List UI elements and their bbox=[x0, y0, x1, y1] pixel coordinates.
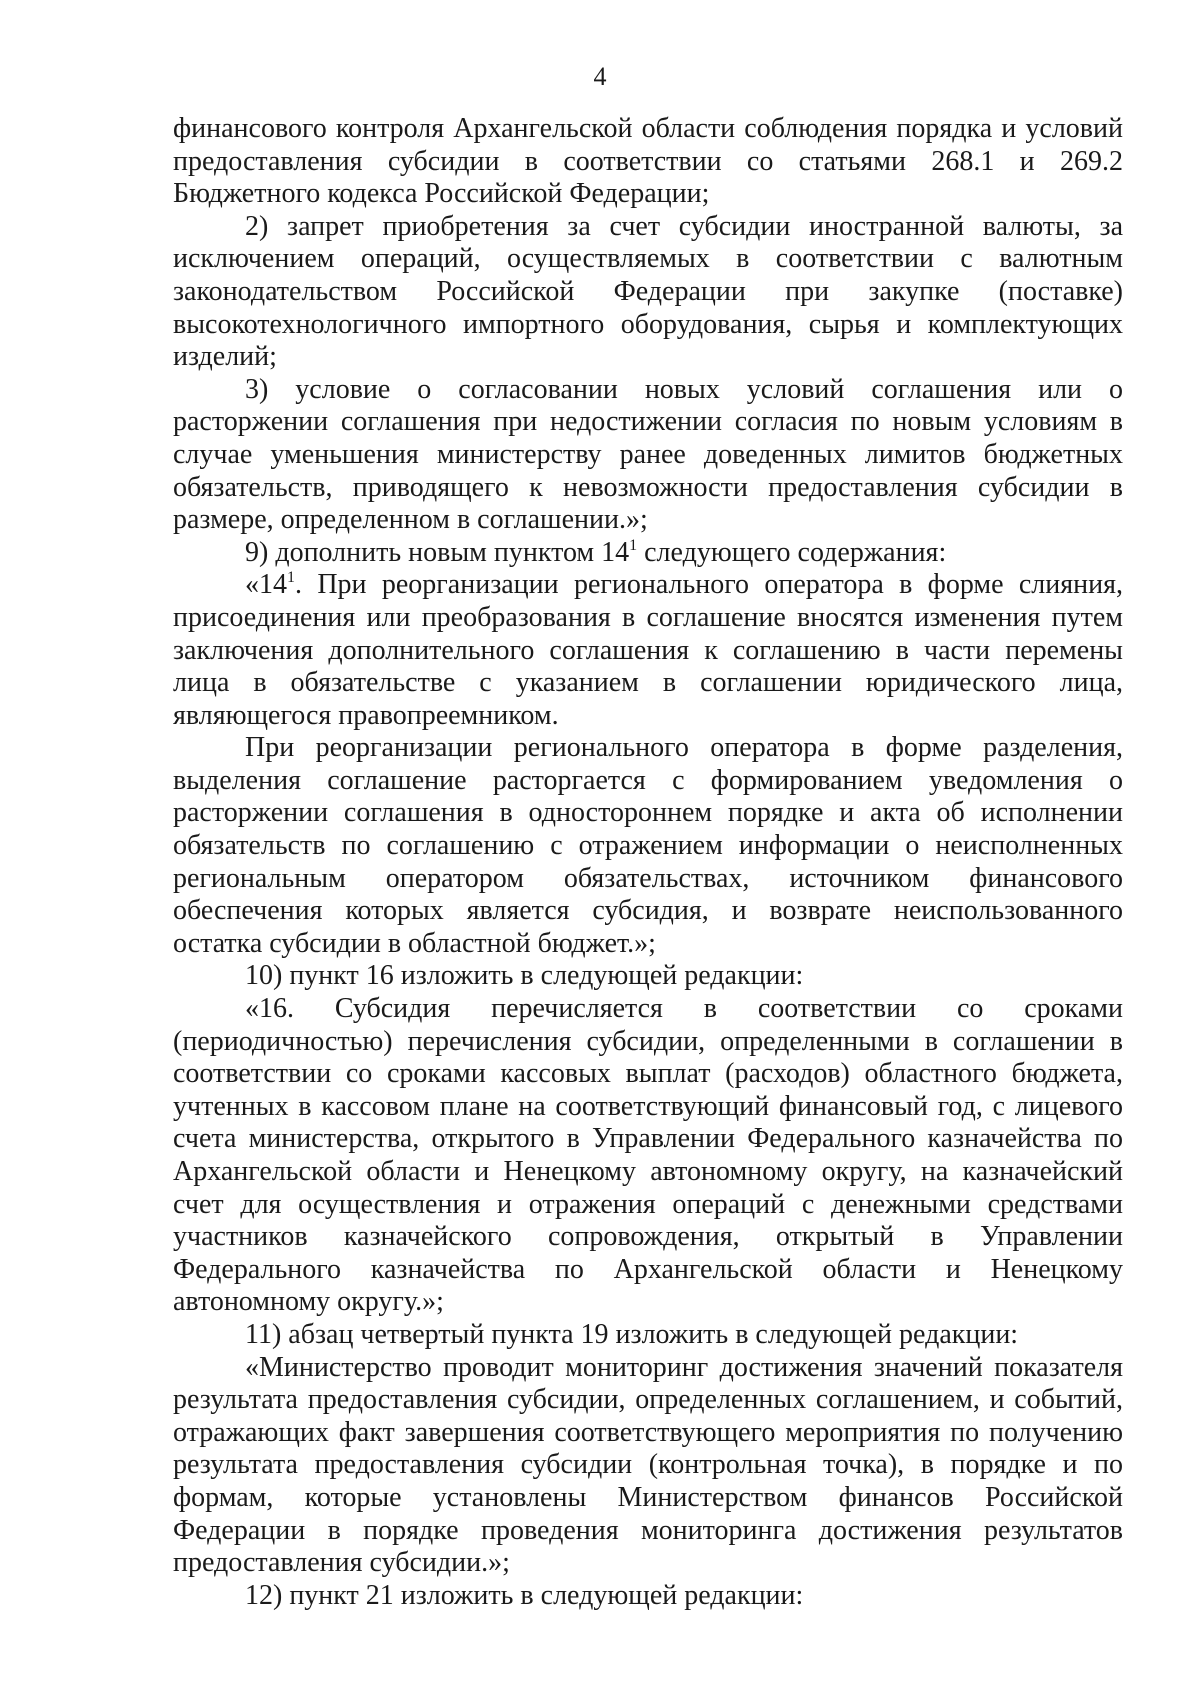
page-number: 4 bbox=[593, 62, 607, 91]
clause-14-1-number: «14 bbox=[245, 569, 287, 601]
paragraph-clause-16: «16. Субсидия перечисляется в соответствии со сроками (периодичностью) перечисления субсидии, определенными в соглашении в соответствии со сроками кассовых выплат (расходов) областного бюджета, учтенных в кассовом плане на соответствующий финансовый год, с лицевого счета министерства, открытого в Управлении Федерального казначейства по Архангельской области и Ненецкому автономному округу, на казначейский счет для осуществления и отражения операций с денежными средствами участников казначейского сопровождения, открытый в Управлении Федерального казначейства по Архангельской области и Ненецкому автономному округу.»; bbox=[173, 993, 1123, 1318]
clause-14-1-text: . При реорганизации регионального оператора в форме слияния, присоединения или преобразования в соглашение вносятся изменения путем заключения дополнительного соглашения к соглашению в части перемены лица в обязательстве с указанием в соглашении юридического лица, являющегося правопреемником. bbox=[173, 569, 1123, 731]
document-body bbox=[173, 113, 1123, 1612]
paragraph-item-10: 10) пункт 16 изложить в следующей редакции: bbox=[245, 960, 804, 992]
item-9-text: 9) дополнить новым пунктом 14 bbox=[245, 536, 630, 568]
paragraph-clause-14-1 bbox=[173, 569, 1123, 732]
item-9-text-end: следующего содержания: bbox=[637, 536, 947, 568]
paragraph-item-2: 2) запрет приобретения за счет субсидии иностранной валюты, за исключением операций, осуществляемых в соответствии с валютным законодательством Российской Федерации при закупке (поставке) высокотехнологичного импортного оборудования, сырья и комплектующих изделий; bbox=[173, 210, 1123, 373]
paragraph-clause-19: «Министерство проводит мониторинг достижения значений показателя результата предоставления субсидии, определенных соглашением, и событий, отражающих факт завершения соответствующего мероприятия по получению результата предоставления субсидии (контрольная точка), в порядке и по формам, которые установлены Министерством финансов Российской Федерации в порядке проведения мониторинга достижения результатов предоставления субсидии.»; bbox=[173, 1351, 1123, 1579]
item-9-superscript: 1 bbox=[629, 536, 638, 554]
paragraph-item-9 bbox=[173, 537, 1123, 570]
paragraph-item-3: 3) условие о согласовании новых условий соглашения или о расторжении соглашения при недостижении согласия по новым условиям в случае уменьшения министерству ранее доведенных лимитов бюджетных обязательств, приводящего к невозможности предоставления субсидии в размере, определенном в соглашении.»; bbox=[173, 373, 1123, 536]
paragraph-item-12: 12) пункт 21 изложить в следующей редакции: bbox=[245, 1579, 804, 1611]
paragraph-item-11: 11) абзац четвертый пункта 19 изложить в следующей редакции: bbox=[245, 1318, 1019, 1350]
paragraph-continuation: финансового контроля Архангельской области соблюдения порядка и условий предоставления субсидии в соответствии со статьями 268.1 и 269.2 Бюджетного кодекса Российской Федерации; bbox=[173, 113, 1123, 210]
paragraph-clause-14-1-second: При реорганизации регионального оператора в форме разделения, выделения соглашение расторгается с формированием уведомления о расторжении соглашения в одностороннем порядке и акта об исполнении обязательств по соглашению с отражением информации о неисполненных региональным оператором обязательствах, источником финансового обеспечения которых является субсидия, и возврате неиспользованного остатка субсидии в областной бюджет.»; bbox=[173, 732, 1123, 959]
clause-14-1-superscript: 1 bbox=[287, 569, 295, 587]
